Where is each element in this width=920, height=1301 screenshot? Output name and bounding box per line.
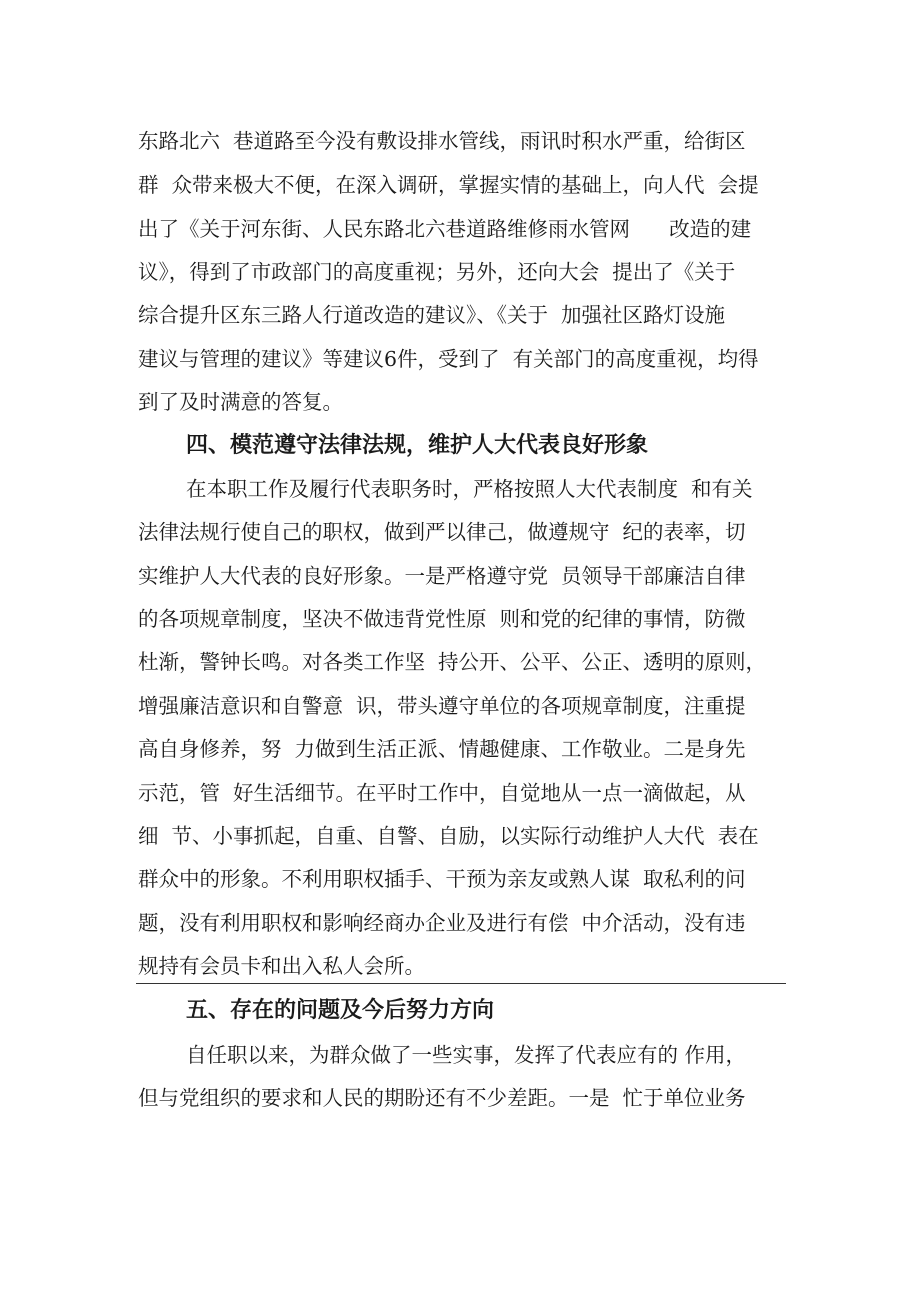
paragraph-line: 群众中的形象。不利用职权插手、干预为亲友或熟人谋 取私利的问 bbox=[138, 867, 746, 891]
paragraph-line: 东路北六 巷道路至今没有敷设排水管线，雨讯时积水严重，给街区 bbox=[138, 129, 746, 153]
paragraph-line: 议》，得到了市政部门的高度重视；另外，还向大会 提出了《关于 bbox=[138, 260, 736, 284]
paragraph-line: 但与党组织的要求和人民的期盼还有不少差距。一是 忙于单位业务 bbox=[138, 1086, 746, 1110]
paragraph-line: 细 节、小事抓起，自重、自警、自励，以实际行动维护人大代 表在 bbox=[138, 824, 759, 848]
section-heading-4: 四、模范遵守法律法规，维护人大代表良好形象 bbox=[186, 433, 649, 458]
paragraph-line: 高自身修养，努 力做到生活正派、情趣健康、工作敬业。二是身先 bbox=[138, 737, 746, 761]
paragraph-line: 增强廉洁意识和自警意 识，带头遵守单位的各项规章制度，注重提 bbox=[138, 694, 746, 718]
paragraph-line: 综合提升区东三路人行道改造的建议》、《关于 加强社区路灯设施 bbox=[138, 303, 726, 327]
paragraph-line: 自任职以来，为群众做了一些实事，发挥了代表应有的 作用， bbox=[186, 1043, 747, 1067]
paragraph-line: 示范，管 好生活细节。在平时工作中，自觉地从一点一滴做起，从 bbox=[138, 781, 746, 805]
paragraph-line: 到了及时满意的答复。 bbox=[138, 390, 343, 414]
paragraph-line: 的各项规章制度，坚决不做违背党性原 则和党的纪律的事情，防微 bbox=[138, 607, 746, 631]
horizontal-divider bbox=[136, 983, 786, 984]
paragraph-line: 出了《关于河东街、人民东路北六巷道路维修雨水管网 改造的建 bbox=[138, 217, 752, 241]
paragraph-line: 在本职工作及履行代表职务时，严格按照人大代表制度 和有关 bbox=[186, 477, 753, 501]
paragraph-line: 建议与管理的建议》等建议6件，受到了 有关部门的高度重视，均得 bbox=[138, 347, 759, 371]
paragraph-line: 题，没有利用职权和影响经商办企业及进行有偿 中介活动，没有违 bbox=[138, 911, 746, 935]
section-heading-5: 五、存在的问题及今后努力方向 bbox=[186, 998, 495, 1023]
paragraph-line: 杜渐，警钟长鸣。对各类工作坚 持公开、公平、公正、透明的原则， bbox=[138, 650, 767, 674]
paragraph-line: 法律法规行使自己的职权，做到严以律己，做遵规守 纪的表率，切 bbox=[138, 520, 746, 544]
paragraph-line: 规持有会员卡和出入私人会所。 bbox=[138, 954, 425, 978]
paragraph-line: 实维护人大代表的良好形象。一是严格遵守党 员领导干部廉洁自律 bbox=[138, 564, 746, 588]
paragraph-line: 群 众带来极大不便，在深入调研，掌握实情的基础上，向人代 会提 bbox=[138, 173, 759, 197]
